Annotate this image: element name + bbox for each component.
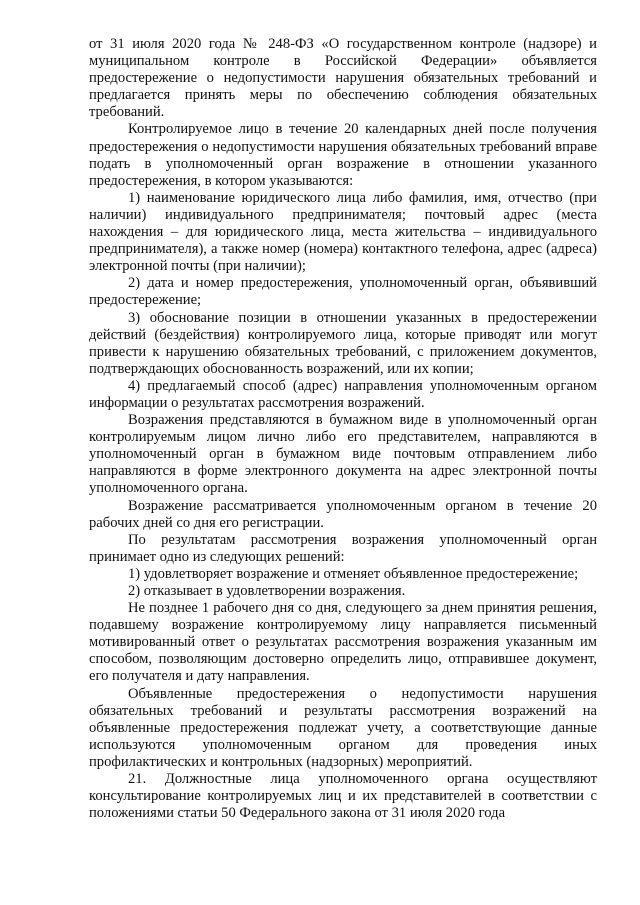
paragraph-14: 21. Должностные лица уполномоченного органа осуществляют консультирование контролируемых лиц и их представителей в соответствии с положениями статьи 50 Федерального закона от 31 июля 2020 года (89, 771, 597, 822)
paragraph-11: 2) отказывает в удовлетворении возражения. (128, 583, 406, 599)
paragraph-12: Не позднее 1 рабочего дня со дня, следующего за днем принятия решения, подавшему возражение контролируемому лицу направляется письменный мотивированный ответ о результатах рассмотрения возражения указанным им способом, позволяющим достоверно определить лицо, отправившее документ, его получателя и дату направления. (89, 600, 597, 685)
paragraph-13: Объявленные предостережения о недопустимости нарушения обязательных требований и результаты рассмотрения возражений на объявленные предостережения подлежат учету, а соответствующие данные используются уполномоченным органом для проведения иных профилактических и контрольных (надзорных) мероприятий. (89, 685, 597, 770)
paragraph-7: Возражения представляются в бумажном виде в уполномоченный орган контролируемым лицом лично либо его представителем, направляются в уполномоченный орган в бумажном виде почтовым отправлением либо направляются в форме электронного документа на адрес электронной почты уполномоченного органа. (89, 412, 597, 497)
paragraph-10: 1) удовлетворяет возражение и отменяет объявленное предостережение; (128, 565, 579, 582)
paragraph-3: 1) наименование юридического лица либо фамилия, имя, отчество (при наличии) индивидуального предпринимателя; почтовый адрес (места нахождения – для юридического лица, места жительства – индивидуального предпринимателя), а также номер (номера) контактного телефона, адрес (адреса) электронной почты (при наличии); (89, 189, 597, 275)
paragraph-6: 4) предлагаемый способ (адрес) направления уполномоченным органом информации о результатах рассмотрения возражений. (89, 377, 597, 411)
paragraph-8: Возражение рассматривается уполномоченным органом в течение 20 рабочих дней со дня его регистрации. (89, 497, 597, 531)
document-body (89, 36, 597, 822)
paragraph-4: 2) дата и номер предостережения, уполномоченный орган, объявивший предостережение; (89, 275, 597, 309)
paragraph-2: Контролируемое лицо в течение 20 календарных дней после получения предостережения о недопустимости нарушения обязательных требований вправе подать в уполномоченный орган возражение в отношении указанного предостережения, в котором указываются: (89, 121, 597, 189)
paragraph-5: 3) обоснование позиции в отношении указанных в предостережении действий (бездействия) контролируемого лица, которые приводят или могут привести к нарушению обязательных требований, с приложением документов, подтверждающих обоснованность возражений, или их копии; (89, 309, 597, 377)
paragraph-1: от 31 июля 2020 года № 248-ФЗ «О государственном контроле (надзоре) и муниципальном контроле в Российской Федерации» объявляется предостережение о недопустимости нарушения обязательных требований и предлагается принять меры по обеспечению соблюдения обязательных требований. (89, 36, 597, 121)
paragraph-9: По результатам рассмотрения возражения уполномоченный орган принимает одно из следующих решений: (89, 531, 597, 565)
